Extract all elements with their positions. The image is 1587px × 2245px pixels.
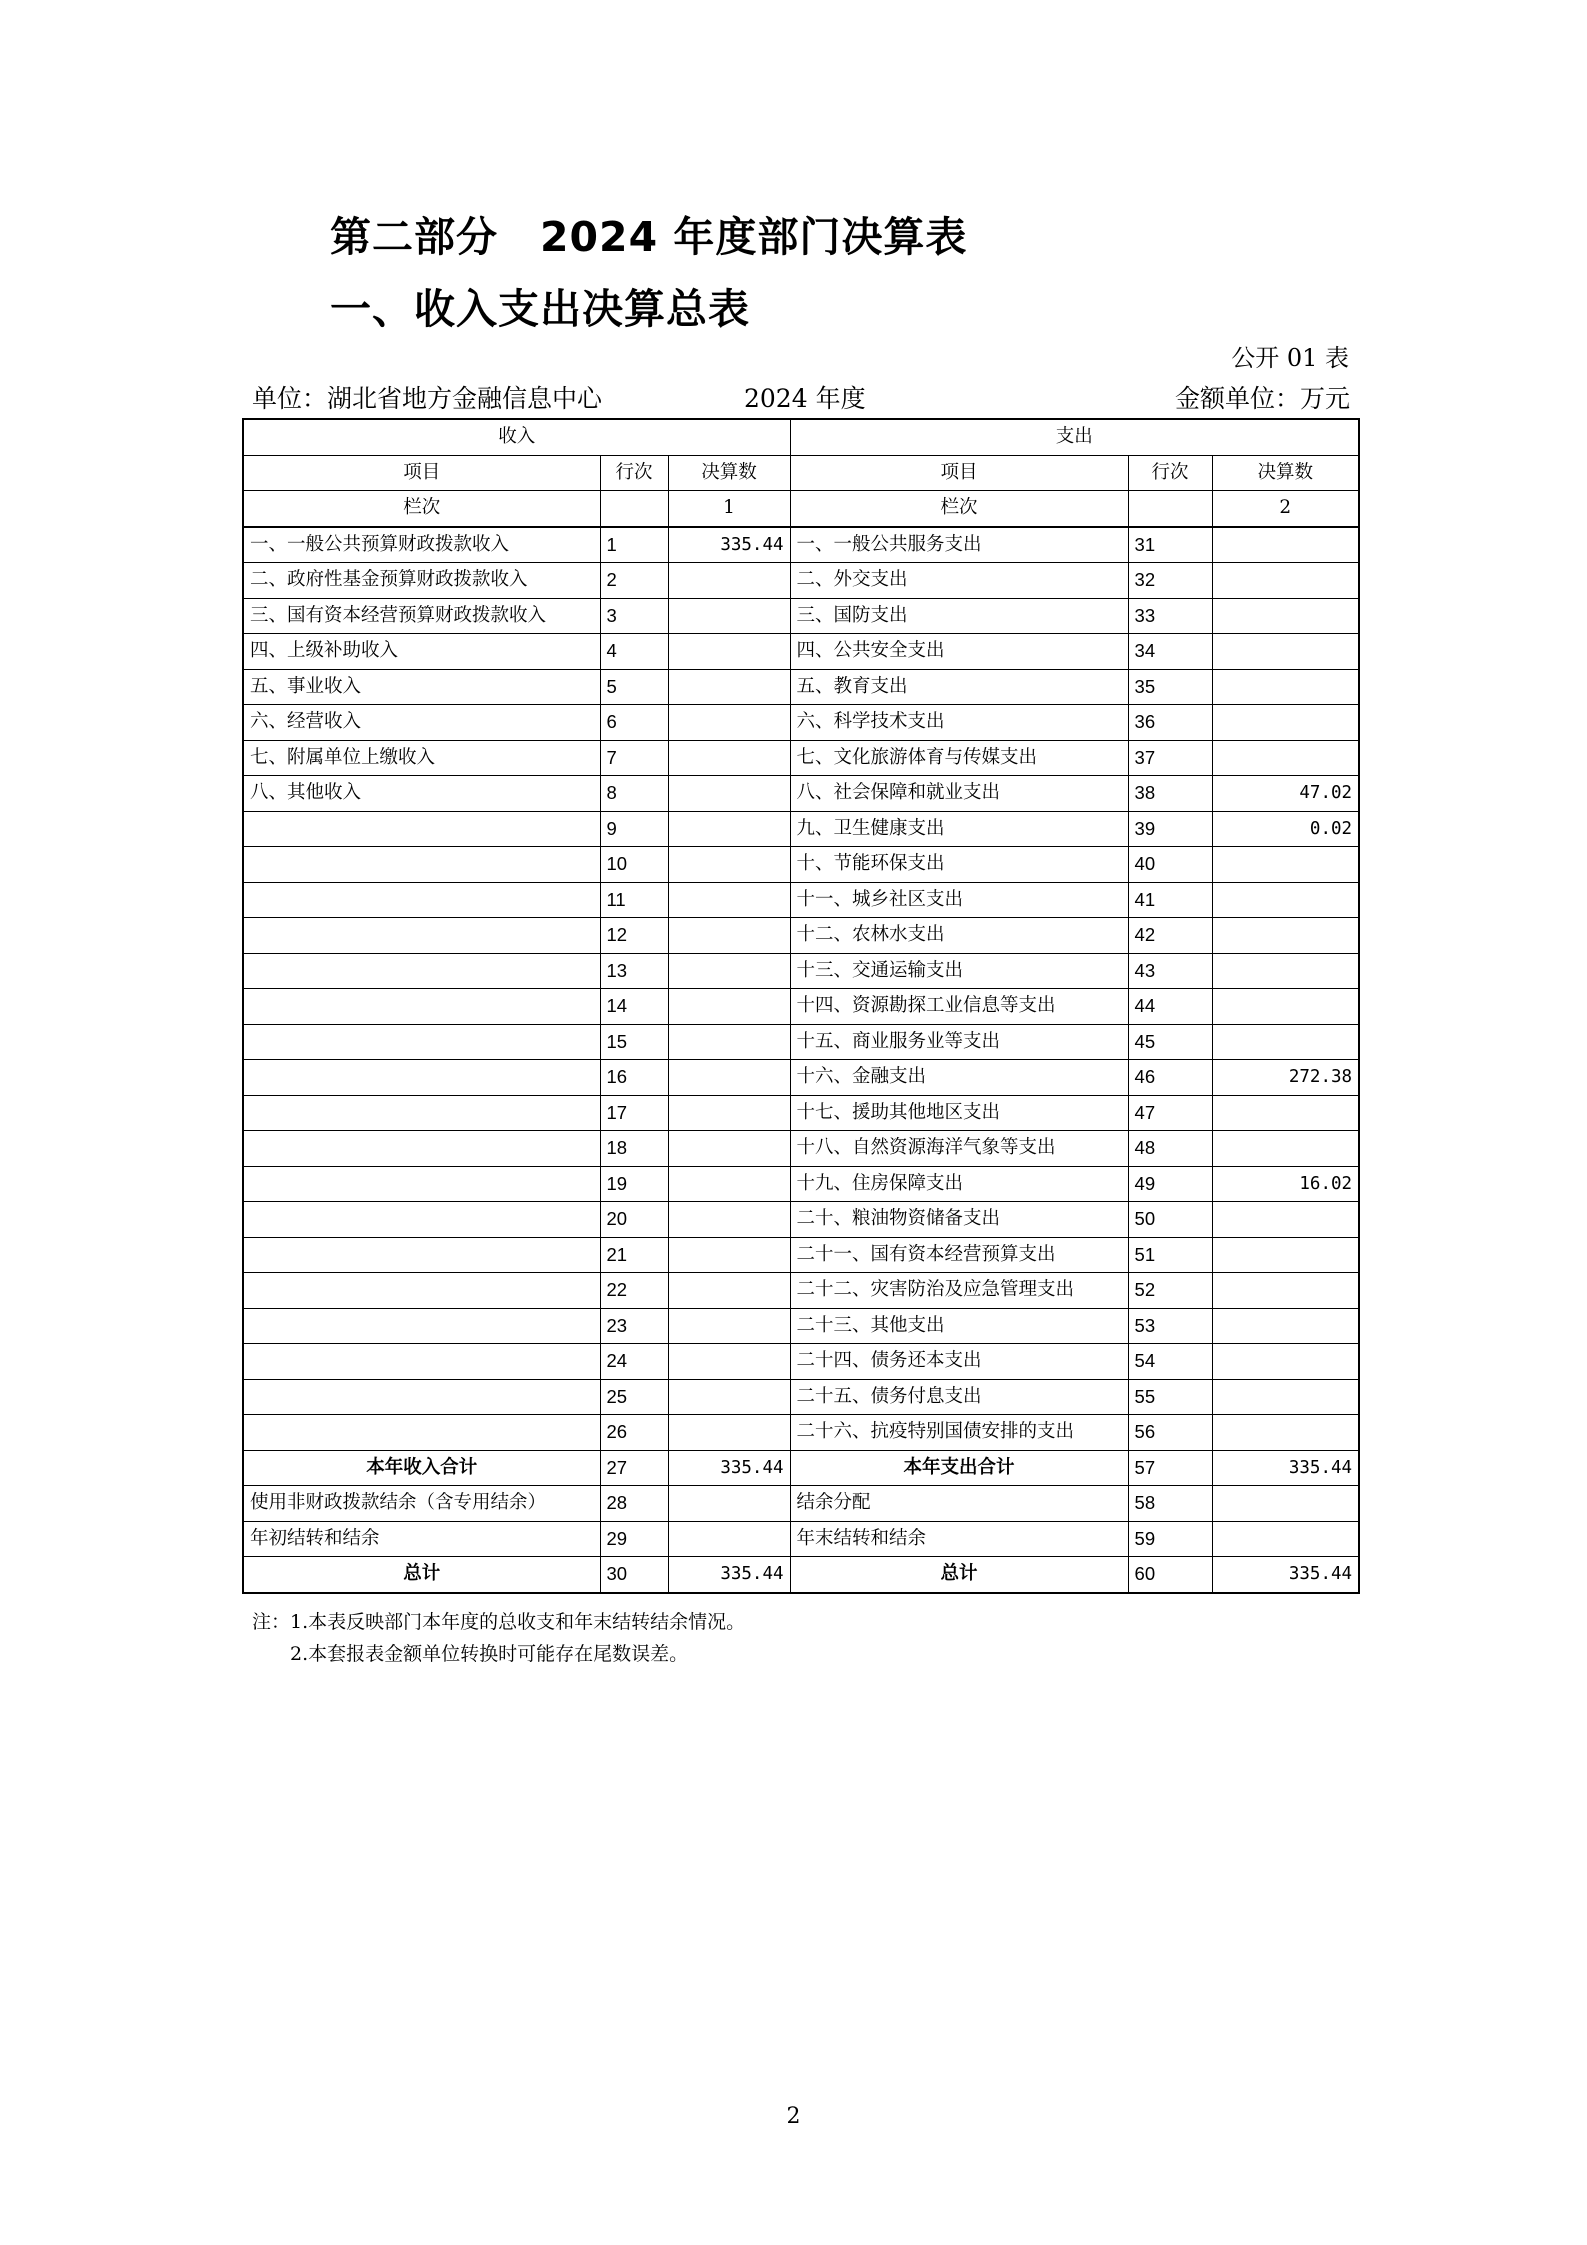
income-line-no-cell: 13 xyxy=(600,953,668,989)
note-line: 2.本套报表金额单位转换时可能存在尾数误差。 xyxy=(252,1643,689,1665)
income-amount-cell xyxy=(668,1415,790,1451)
expense-item-cell: 七、文化旅游体育与传媒支出 xyxy=(790,740,1128,776)
expense-line-no-cell: 39 xyxy=(1128,811,1212,847)
income-item-cell xyxy=(243,1024,600,1060)
income-line-no-cell: 23 xyxy=(600,1308,668,1344)
expense-line-no-cell: 52 xyxy=(1128,1273,1212,1309)
expense-amount-cell xyxy=(1212,1521,1359,1557)
expense-item-cell: 十九、住房保障支出 xyxy=(790,1166,1128,1202)
table-body xyxy=(243,527,1359,1593)
table-row xyxy=(243,634,1359,670)
expense-amount-cell xyxy=(1212,669,1359,705)
table-title: 一、收入支出决算总表 xyxy=(330,285,750,333)
income-line-no-cell: 28 xyxy=(600,1486,668,1522)
income-col-blank xyxy=(600,491,668,527)
expense-line-no-cell: 50 xyxy=(1128,1202,1212,1238)
expense-item-cell: 本年支出合计 xyxy=(790,1450,1128,1486)
expense-amount-cell xyxy=(1212,705,1359,741)
expense-line-no-cell: 32 xyxy=(1128,563,1212,599)
form-number: 公开 01 表 xyxy=(1231,344,1349,372)
income-item-cell: 使用非财政拨款结余（含专用结余） xyxy=(243,1486,600,1522)
income-amount-cell xyxy=(668,811,790,847)
expense-amount-cell xyxy=(1212,1131,1359,1167)
income-section-header: 收入 xyxy=(243,419,790,455)
expense-line-no-cell: 59 xyxy=(1128,1521,1212,1557)
income-item-cell xyxy=(243,1131,600,1167)
table-row xyxy=(243,669,1359,705)
expense-line-no-cell: 37 xyxy=(1128,740,1212,776)
income-amount-cell xyxy=(668,1379,790,1415)
expense-amount-cell: 272.38 xyxy=(1212,1060,1359,1096)
income-expense-table xyxy=(242,418,1360,1594)
grand-total-row xyxy=(243,1557,1359,1593)
expense-amount-cell xyxy=(1212,1024,1359,1060)
income-item-cell: 六、经营收入 xyxy=(243,705,600,741)
expense-line-no-cell: 34 xyxy=(1128,634,1212,670)
income-amount-cell: 335.44 xyxy=(668,1450,790,1486)
income-item-cell xyxy=(243,1060,600,1096)
expense-line-no-cell: 46 xyxy=(1128,1060,1212,1096)
expense-amount-cell xyxy=(1212,918,1359,954)
expense-col-blank xyxy=(1128,491,1212,527)
income-item-cell: 一、一般公共预算财政拨款收入 xyxy=(243,527,600,563)
expense-amount-cell xyxy=(1212,740,1359,776)
table-row xyxy=(243,1024,1359,1060)
expense-line-no-cell: 58 xyxy=(1128,1486,1212,1522)
income-col-label: 栏次 xyxy=(243,491,600,527)
expense-item-cell: 二十三、其他支出 xyxy=(790,1308,1128,1344)
expense-line-no-cell: 60 xyxy=(1128,1557,1212,1593)
income-amount-cell: 335.44 xyxy=(668,527,790,563)
expense-amount-cell: 47.02 xyxy=(1212,776,1359,812)
expense-line-no-cell: 43 xyxy=(1128,953,1212,989)
expense-item-cell: 二十六、抗疫特别国债安排的支出 xyxy=(790,1415,1128,1451)
income-item-cell xyxy=(243,1344,600,1380)
expense-item-cell: 十四、资源勘探工业信息等支出 xyxy=(790,989,1128,1025)
expense-amount-cell: 0.02 xyxy=(1212,811,1359,847)
expense-amount-cell: 335.44 xyxy=(1212,1557,1359,1593)
table-notes xyxy=(252,1606,745,1670)
income-amount-cell xyxy=(668,1131,790,1167)
income-amount-cell xyxy=(668,776,790,812)
income-item-cell xyxy=(243,953,600,989)
table-row xyxy=(243,705,1359,741)
income-amount-cell xyxy=(668,847,790,883)
expense-amount-cell xyxy=(1212,1095,1359,1131)
income-item-cell: 五、事业收入 xyxy=(243,669,600,705)
income-item-cell: 年初结转和结余 xyxy=(243,1521,600,1557)
expense-amount-cell xyxy=(1212,634,1359,670)
income-line-no-cell: 3 xyxy=(600,598,668,634)
income-item-cell xyxy=(243,1202,600,1238)
income-amount-cell: 335.44 xyxy=(668,1557,790,1593)
income-item-cell xyxy=(243,811,600,847)
page-title: 第二部分 2024 年度部门决算表 xyxy=(330,213,968,261)
expense-line-no-cell: 45 xyxy=(1128,1024,1212,1060)
expense-section-header: 支出 xyxy=(790,419,1359,455)
income-line-no-cell: 1 xyxy=(600,527,668,563)
table-row xyxy=(243,598,1359,634)
income-amount-cell xyxy=(668,1202,790,1238)
expense-amount-cell xyxy=(1212,1344,1359,1380)
income-line-no-cell: 5 xyxy=(600,669,668,705)
expense-amount-cell xyxy=(1212,1415,1359,1451)
income-amount-cell xyxy=(668,918,790,954)
income-line-no-cell: 30 xyxy=(600,1557,668,1593)
expense-item-cell: 一、一般公共服务支出 xyxy=(790,527,1128,563)
income-item-cell: 四、上级补助收入 xyxy=(243,634,600,670)
expense-amount-cell xyxy=(1212,1202,1359,1238)
income-amount-cell xyxy=(668,598,790,634)
expense-amount-cell xyxy=(1212,1308,1359,1344)
header-row-columns xyxy=(243,455,1359,491)
expense-amount-cell xyxy=(1212,1486,1359,1522)
expense-item-cell: 三、国防支出 xyxy=(790,598,1128,634)
expense-line-no-cell: 49 xyxy=(1128,1166,1212,1202)
expense-item-cell: 六、科学技术支出 xyxy=(790,705,1128,741)
balance-row xyxy=(243,1521,1359,1557)
money-unit-label: 金额单位：万元 xyxy=(1174,384,1350,413)
expense-item-cell: 八、社会保障和就业支出 xyxy=(790,776,1128,812)
income-amount-cell xyxy=(668,1060,790,1096)
income-amount-cell xyxy=(668,1237,790,1273)
expense-line-no-cell: 54 xyxy=(1128,1344,1212,1380)
income-line-no-cell: 24 xyxy=(600,1344,668,1380)
income-amount-cell xyxy=(668,1344,790,1380)
income-line-no-cell: 8 xyxy=(600,776,668,812)
expense-col-index: 2 xyxy=(1212,491,1359,527)
income-line-no-cell: 10 xyxy=(600,847,668,883)
expense-line-no-cell: 35 xyxy=(1128,669,1212,705)
table-row xyxy=(243,1237,1359,1273)
table-row xyxy=(243,740,1359,776)
table-row xyxy=(243,1415,1359,1451)
income-amount-cell xyxy=(668,1521,790,1557)
expense-item-cell: 二十、粮油物资储备支出 xyxy=(790,1202,1128,1238)
table-row xyxy=(243,811,1359,847)
income-line-no-cell: 27 xyxy=(600,1450,668,1486)
income-line-no-cell: 26 xyxy=(600,1415,668,1451)
income-amount-cell xyxy=(668,1273,790,1309)
expense-line-no-cell: 42 xyxy=(1128,918,1212,954)
expense-amount-cell xyxy=(1212,1237,1359,1273)
expense-item-cell: 十五、商业服务业等支出 xyxy=(790,1024,1128,1060)
expense-item-cell: 结余分配 xyxy=(790,1486,1128,1522)
table-row xyxy=(243,1379,1359,1415)
expense-item-cell: 二十一、国有资本经营预算支出 xyxy=(790,1237,1128,1273)
expense-item-cell: 二十二、灾害防治及应急管理支出 xyxy=(790,1273,1128,1309)
table-row xyxy=(243,1308,1359,1344)
expense-item-cell: 二十四、债务还本支出 xyxy=(790,1344,1128,1380)
table-row xyxy=(243,953,1359,989)
income-amount-header: 决算数 xyxy=(668,455,790,491)
table-row xyxy=(243,989,1359,1025)
table-row xyxy=(243,527,1359,563)
expense-line-no-cell: 36 xyxy=(1128,705,1212,741)
expense-amount-cell xyxy=(1212,563,1359,599)
income-item-cell: 七、附属单位上缴收入 xyxy=(243,740,600,776)
income-line-no-cell: 9 xyxy=(600,811,668,847)
income-line-no-cell: 21 xyxy=(600,1237,668,1273)
table-meta xyxy=(252,379,1350,413)
income-amount-cell xyxy=(668,1308,790,1344)
expense-line-no-cell: 33 xyxy=(1128,598,1212,634)
income-line-no-cell: 22 xyxy=(600,1273,668,1309)
income-amount-cell xyxy=(668,953,790,989)
expense-amount-cell xyxy=(1212,847,1359,883)
year-total-row xyxy=(243,1450,1359,1486)
expense-line-no-cell: 41 xyxy=(1128,882,1212,918)
expense-amount-cell: 16.02 xyxy=(1212,1166,1359,1202)
income-item-cell xyxy=(243,1095,600,1131)
income-amount-cell xyxy=(668,740,790,776)
table-row xyxy=(243,1344,1359,1380)
expense-line-no-cell: 48 xyxy=(1128,1131,1212,1167)
income-line-no-cell: 14 xyxy=(600,989,668,1025)
income-col-index: 1 xyxy=(668,491,790,527)
header-row-col-index xyxy=(243,491,1359,527)
income-item-cell xyxy=(243,1308,600,1344)
table-row xyxy=(243,1202,1359,1238)
income-line-no-cell: 7 xyxy=(600,740,668,776)
income-amount-cell xyxy=(668,882,790,918)
income-line-no-cell: 16 xyxy=(600,1060,668,1096)
income-item-cell xyxy=(243,1379,600,1415)
expense-item-cell: 九、卫生健康支出 xyxy=(790,811,1128,847)
expense-line-no-cell: 53 xyxy=(1128,1308,1212,1344)
table-row xyxy=(243,918,1359,954)
expense-amount-cell xyxy=(1212,598,1359,634)
expense-item-cell: 十八、自然资源海洋气象等支出 xyxy=(790,1131,1128,1167)
expense-amount-header: 决算数 xyxy=(1212,455,1359,491)
income-item-header: 项目 xyxy=(243,455,600,491)
income-amount-cell xyxy=(668,1486,790,1522)
expense-item-cell: 总计 xyxy=(790,1557,1128,1593)
expense-item-cell: 十三、交通运输支出 xyxy=(790,953,1128,989)
income-line-no-cell: 20 xyxy=(600,1202,668,1238)
income-line-no-header: 行次 xyxy=(600,455,668,491)
expense-amount-cell xyxy=(1212,882,1359,918)
income-item-cell xyxy=(243,847,600,883)
expense-item-cell: 二、外交支出 xyxy=(790,563,1128,599)
income-line-no-cell: 18 xyxy=(600,1131,668,1167)
table-header xyxy=(243,419,1359,527)
table-row xyxy=(243,1131,1359,1167)
balance-row xyxy=(243,1486,1359,1522)
expense-amount-cell xyxy=(1212,1379,1359,1415)
income-line-no-cell: 12 xyxy=(600,918,668,954)
income-line-no-cell: 15 xyxy=(600,1024,668,1060)
table-row xyxy=(243,776,1359,812)
expense-amount-cell: 335.44 xyxy=(1212,1450,1359,1486)
expense-col-label: 栏次 xyxy=(790,491,1128,527)
income-line-no-cell: 19 xyxy=(600,1166,668,1202)
income-item-cell xyxy=(243,918,600,954)
income-amount-cell xyxy=(668,1095,790,1131)
expense-line-no-cell: 31 xyxy=(1128,527,1212,563)
header-row-sections xyxy=(243,419,1359,455)
income-line-no-cell: 4 xyxy=(600,634,668,670)
income-item-cell xyxy=(243,1166,600,1202)
income-line-no-cell: 2 xyxy=(600,563,668,599)
note-line: 注：1.本表反映部门本年度的总收支和年末结转结余情况。 xyxy=(252,1611,746,1633)
expense-item-cell: 二十五、债务付息支出 xyxy=(790,1379,1128,1415)
expense-line-no-cell: 57 xyxy=(1128,1450,1212,1486)
expense-item-cell: 十一、城乡社区支出 xyxy=(790,882,1128,918)
table-row xyxy=(243,882,1359,918)
income-amount-cell xyxy=(668,989,790,1025)
income-amount-cell xyxy=(668,634,790,670)
income-line-no-cell: 29 xyxy=(600,1521,668,1557)
income-amount-cell xyxy=(668,1024,790,1060)
income-item-cell xyxy=(243,882,600,918)
expense-amount-cell xyxy=(1212,989,1359,1025)
unit-label: 单位：湖北省地方金融信息中心 xyxy=(252,384,603,413)
expense-line-no-header: 行次 xyxy=(1128,455,1212,491)
income-item-cell: 八、其他收入 xyxy=(243,776,600,812)
income-line-no-cell: 11 xyxy=(600,882,668,918)
expense-line-no-cell: 44 xyxy=(1128,989,1212,1025)
expense-line-no-cell: 40 xyxy=(1128,847,1212,883)
income-item-cell: 二、政府性基金预算财政拨款收入 xyxy=(243,563,600,599)
expense-item-cell: 十、节能环保支出 xyxy=(790,847,1128,883)
expense-line-no-cell: 55 xyxy=(1128,1379,1212,1415)
expense-line-no-cell: 38 xyxy=(1128,776,1212,812)
table-row xyxy=(243,1095,1359,1131)
income-item-cell: 本年收入合计 xyxy=(243,1450,600,1486)
income-amount-cell xyxy=(668,705,790,741)
year-label: 2024 年度 xyxy=(744,384,866,413)
income-item-cell: 总计 xyxy=(243,1557,600,1593)
expense-item-cell: 十二、农林水支出 xyxy=(790,918,1128,954)
table-row xyxy=(243,1273,1359,1309)
income-line-no-cell: 25 xyxy=(600,1379,668,1415)
income-item-cell xyxy=(243,1415,600,1451)
table-row xyxy=(243,847,1359,883)
income-amount-cell xyxy=(668,669,790,705)
income-item-cell xyxy=(243,1273,600,1309)
income-item-cell: 三、国有资本经营预算财政拨款收入 xyxy=(243,598,600,634)
expense-item-cell: 四、公共安全支出 xyxy=(790,634,1128,670)
page-number: 2 xyxy=(786,2104,801,2129)
income-line-no-cell: 17 xyxy=(600,1095,668,1131)
expense-amount-cell xyxy=(1212,953,1359,989)
expense-amount-cell xyxy=(1212,527,1359,563)
expense-line-no-cell: 47 xyxy=(1128,1095,1212,1131)
table-row xyxy=(243,563,1359,599)
expense-line-no-cell: 56 xyxy=(1128,1415,1212,1451)
table-row xyxy=(243,1060,1359,1096)
expense-amount-cell xyxy=(1212,1273,1359,1309)
expense-line-no-cell: 51 xyxy=(1128,1237,1212,1273)
expense-item-cell: 五、教育支出 xyxy=(790,669,1128,705)
table-row xyxy=(243,1166,1359,1202)
expense-item-cell: 十六、金融支出 xyxy=(790,1060,1128,1096)
income-line-no-cell: 6 xyxy=(600,705,668,741)
expense-item-cell: 年末结转和结余 xyxy=(790,1521,1128,1557)
expense-item-cell: 十七、援助其他地区支出 xyxy=(790,1095,1128,1131)
income-item-cell xyxy=(243,989,600,1025)
income-amount-cell xyxy=(668,1166,790,1202)
income-amount-cell xyxy=(668,563,790,599)
income-item-cell xyxy=(243,1237,600,1273)
expense-item-header: 项目 xyxy=(790,455,1128,491)
